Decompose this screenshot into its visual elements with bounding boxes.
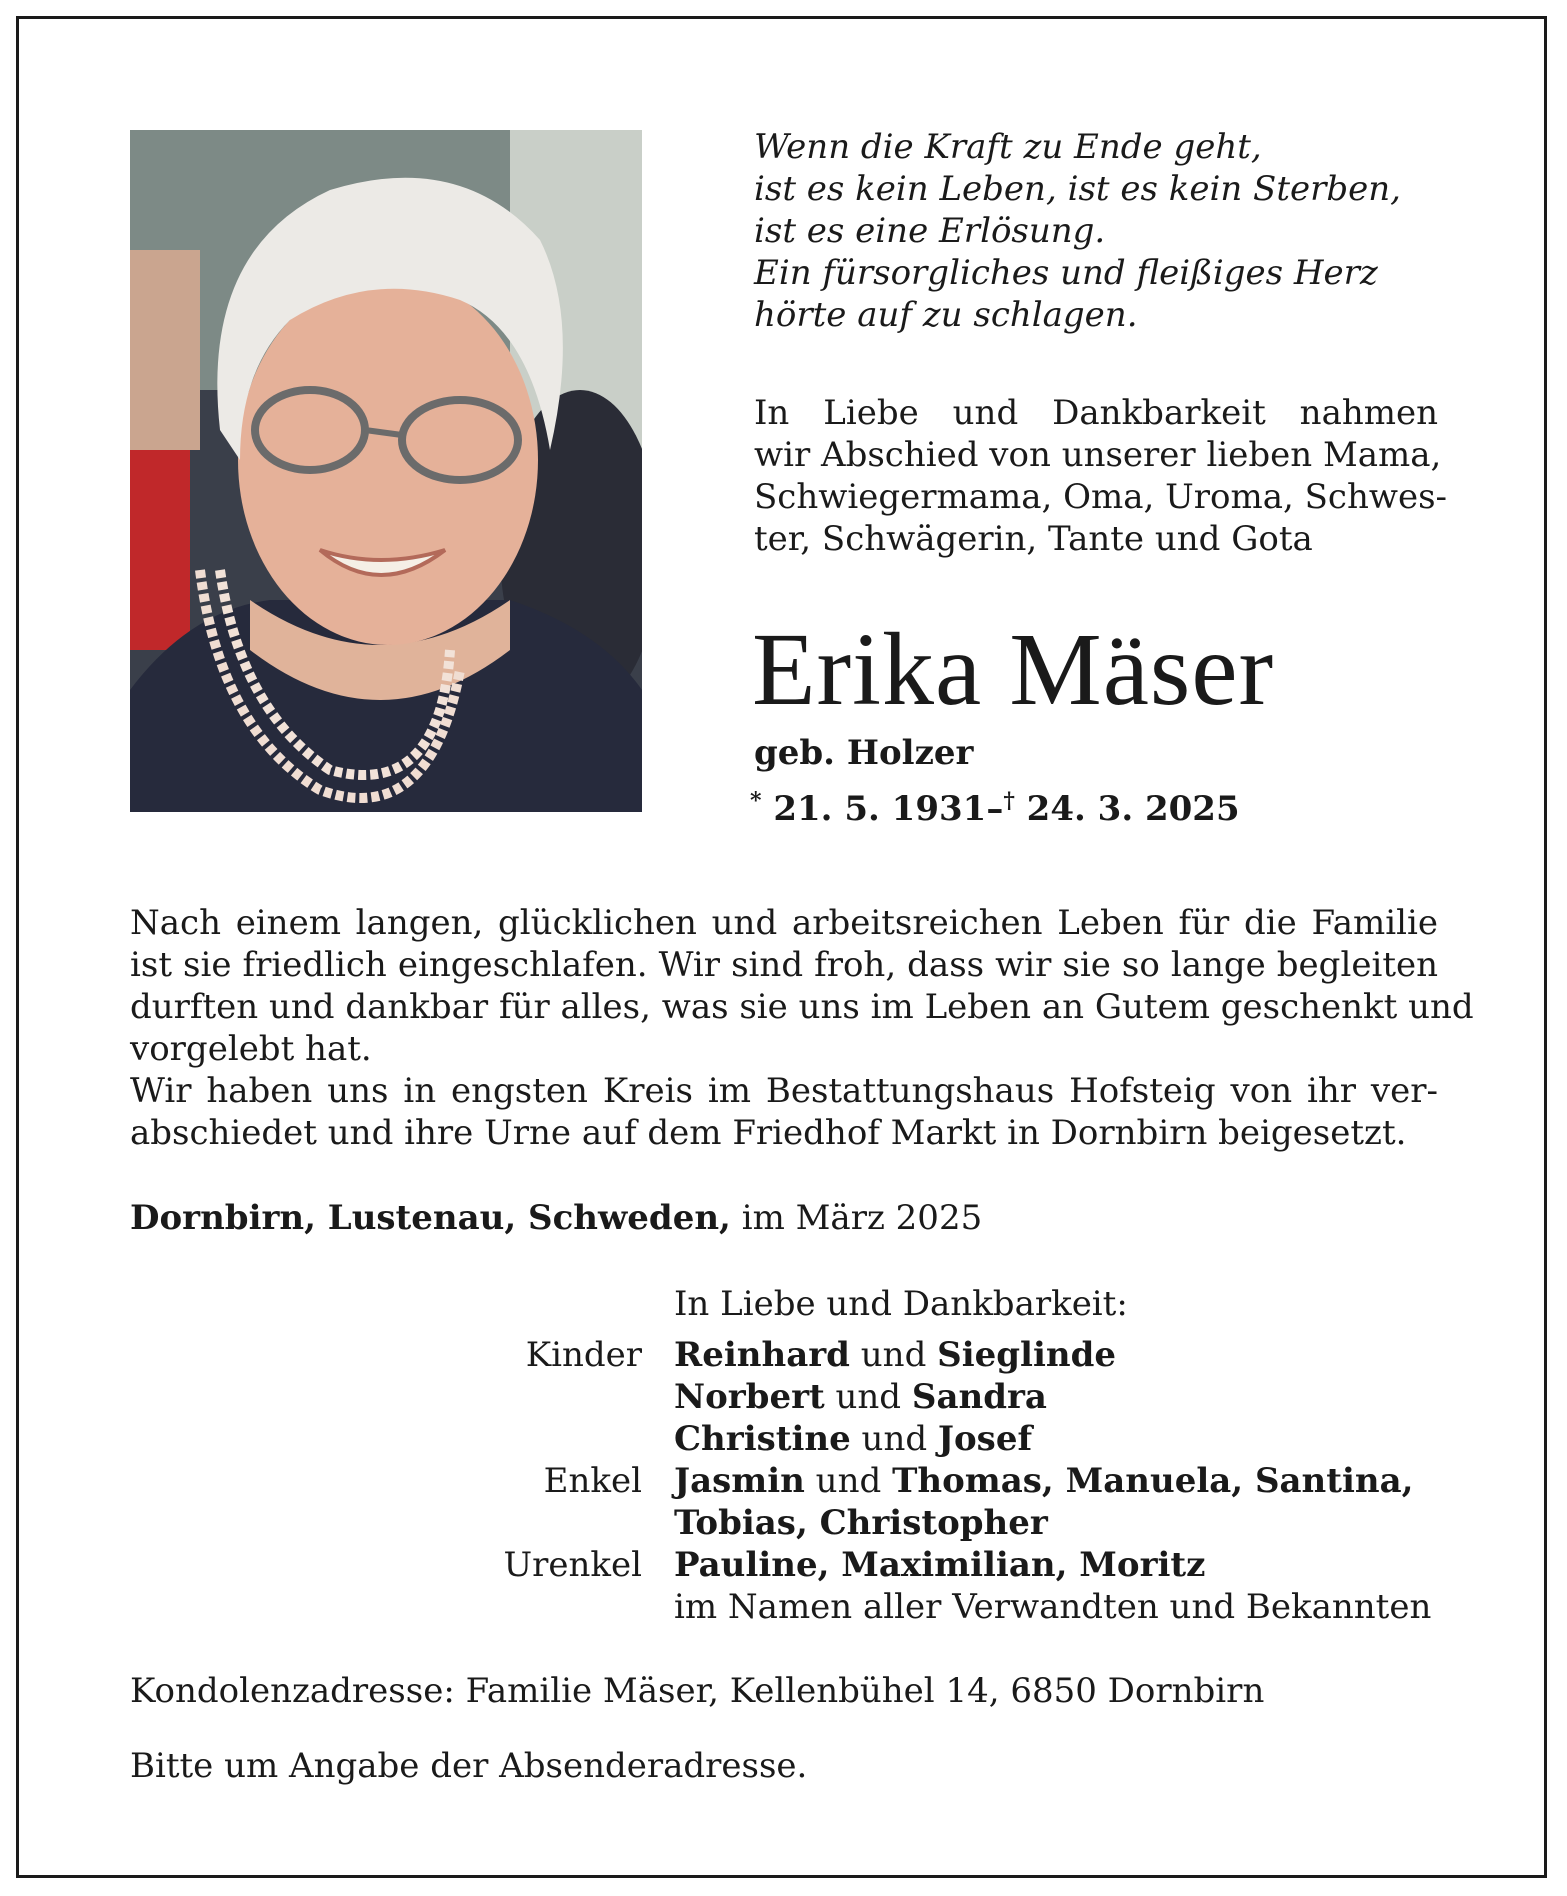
closing-line: im Namen aller Verwandten und Bekannten <box>674 1587 1432 1627</box>
names <box>674 1418 1032 1460</box>
body-line: vorgelebt hat. <box>130 1029 372 1069</box>
role-label-kinder: Kinder <box>525 1335 642 1375</box>
name: Pauline, Maximilian, Moritz <box>674 1545 1206 1585</box>
date-separator: – <box>986 789 1004 829</box>
name: Norbert <box>674 1377 825 1417</box>
intro-line: Schwiegermama, Oma, Uroma, Schwes- <box>754 477 1447 517</box>
name: Sieglinde <box>937 1335 1116 1375</box>
role-label-enkel: Enkel <box>543 1461 642 1501</box>
conjunction: und <box>824 1377 912 1417</box>
obituary-text <box>130 902 1474 1154</box>
deceased-name: Erika Mäser <box>752 612 1275 727</box>
mourners-heading: In Liebe und Dankbarkeit: <box>674 1284 1128 1324</box>
poem-verse <box>754 126 1454 336</box>
poem-line: hörte auf zu schlagen. <box>754 295 1138 335</box>
conjunction: und <box>804 1461 893 1501</box>
intro-line: wir Abschied von unserer lieben Mama, <box>754 435 1442 475</box>
condolence-address: Kondolenzadresse: Familie Mäser, Kellenbühel 14, 6850 Dornbirn <box>130 1671 1265 1711</box>
name: Christine <box>674 1419 851 1459</box>
death-cross-icon: † <box>1003 788 1015 814</box>
names <box>674 1334 1116 1376</box>
name: Reinhard <box>674 1335 850 1375</box>
role-label-urenkel: Urenkel <box>503 1545 642 1585</box>
conjunction: und <box>850 1419 938 1459</box>
names <box>674 1502 1048 1544</box>
list-item <box>0 1544 1567 1586</box>
list-item <box>0 1460 1567 1502</box>
name: Jasmin <box>674 1461 805 1501</box>
birth-star-icon: * <box>750 788 762 814</box>
poem-line: Wenn die Kraft zu Ende geht, <box>754 127 1262 167</box>
places: Dornbirn, Lustenau, Schweden, <box>130 1198 731 1238</box>
conjunction: und <box>849 1335 938 1375</box>
list-item <box>0 1418 1567 1460</box>
mourners-list <box>0 1334 1567 1628</box>
name: Thomas, Manuela, Santina, <box>892 1461 1414 1501</box>
list-item <box>0 1586 1567 1628</box>
sender-request: Bitte um Angabe der Absenderadresse. <box>130 1746 808 1786</box>
list-item <box>0 1376 1567 1418</box>
month-year: im März 2025 <box>730 1198 983 1238</box>
poem-line: Ein fürsorgliches und fleißiges Herz <box>754 253 1378 293</box>
name: Sandra <box>911 1377 1047 1417</box>
place-date-line <box>130 1197 982 1239</box>
death-date: 24. 3. 2025 <box>1026 789 1240 829</box>
body-line: Wir haben uns in engsten Kreis im Bestattungshaus Hofsteig von ihr ver- <box>130 1071 1438 1111</box>
names <box>674 1460 1413 1502</box>
life-dates <box>750 780 1240 830</box>
maiden-name: geb. Holzer <box>754 733 974 773</box>
portrait-photo <box>130 130 642 812</box>
name: Tobias, Christopher <box>674 1503 1048 1543</box>
body-line: Nach einem langen, glücklichen und arbeitsreichen Leben für die Familie <box>130 903 1438 943</box>
farewell-intro <box>754 392 1447 560</box>
body-line: abschiedet und ihre Urne auf dem Friedhof Markt in Dornbirn beigesetzt. <box>130 1113 1407 1153</box>
name: Josef <box>937 1419 1033 1459</box>
birth-date: 21. 5. 1931 <box>773 789 987 829</box>
names <box>674 1544 1205 1586</box>
intro-line: In Liebe und Dankbarkeit nahmen <box>754 393 1438 433</box>
poem-line: ist es eine Erlösung. <box>754 211 1106 251</box>
poem-line: ist es kein Leben, ist es kein Sterben, <box>754 169 1401 209</box>
intro-line: ter, Schwägerin, Tante und Gota <box>754 519 1313 559</box>
body-line: durften und dankbar für alles, was sie uns im Leben an Gutem geschenkt und <box>130 987 1474 1027</box>
list-item <box>0 1502 1567 1544</box>
names <box>674 1376 1047 1418</box>
list-item <box>0 1334 1567 1376</box>
body-line: ist sie friedlich eingeschlafen. Wir sind froh, dass wir sie so lange begleiten <box>130 945 1438 985</box>
